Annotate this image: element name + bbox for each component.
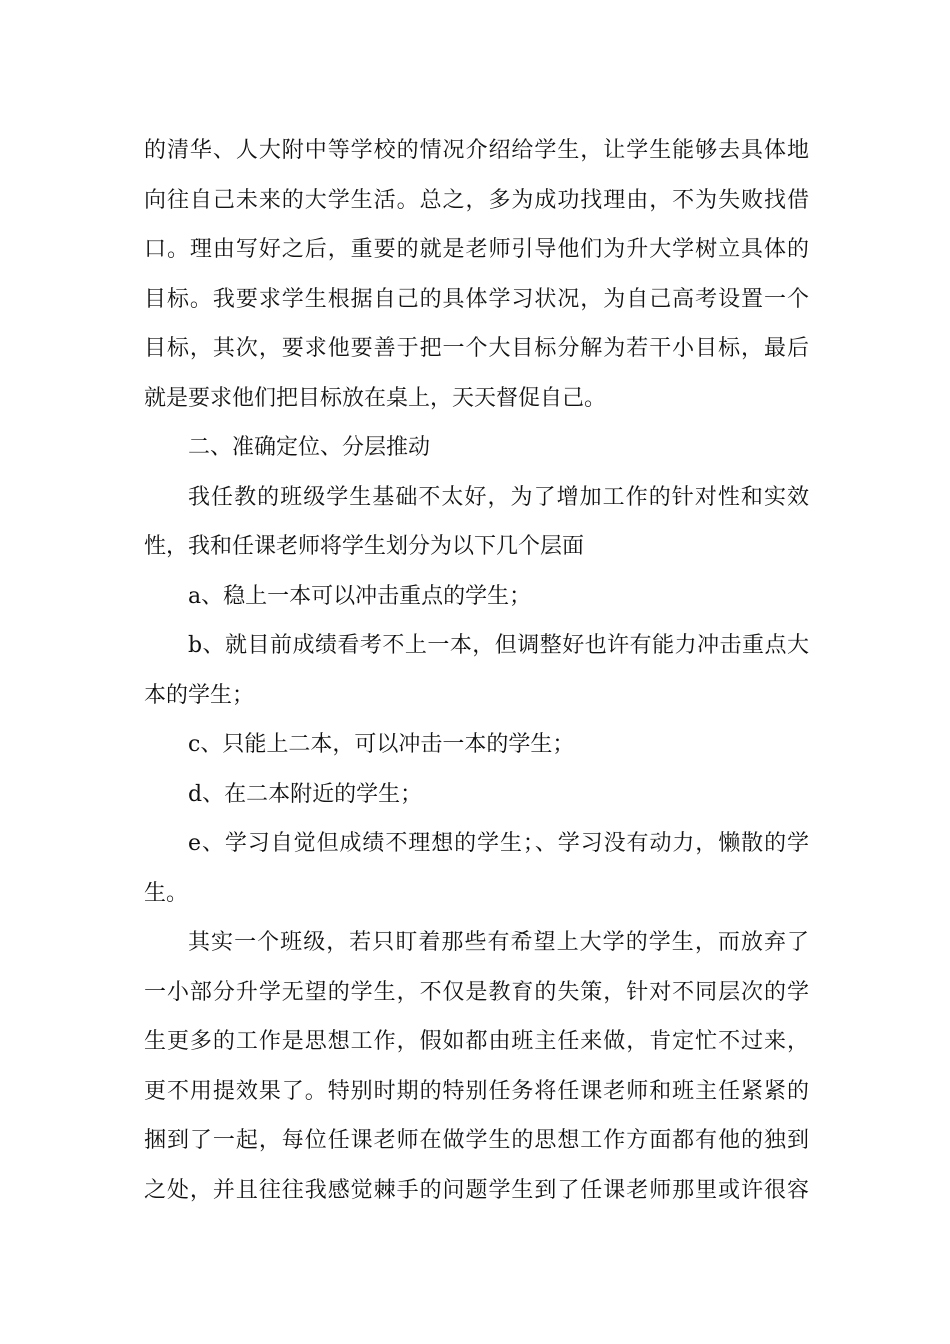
document-body [144, 126, 809, 1215]
text-line: 目标，其次，要求他要善于把一个大目标分解为若干小目标，最后 [144, 336, 809, 361]
text-line: 向往自己未来的大学生活。总之，多为成功找理由，不为失败找借 [144, 187, 809, 213]
section-heading: 二、准确定位、分层推动 [188, 435, 431, 460]
text-line: 之处，并且往往我感觉棘手的问题学生到了任课老师那里或许很容 [144, 1177, 809, 1203]
text-line: 捆到了一起，每位任课老师在做学生的思想工作方面都有他的独到 [144, 1128, 809, 1153]
text-line: 性，我和任课老师将学生划分为以下几个层面 [144, 534, 585, 559]
text-line: 我任教的班级学生基础不太好，为了增加工作的针对性和实效 [188, 484, 809, 510]
text-line: 口。理由写好之后，重要的就是老师引导他们为升大学树立具体的 [144, 237, 809, 262]
list-item: c、只能上二本，可以冲击一本的学生； [188, 732, 575, 757]
text-line: 其实一个班级，若只盯着那些有希望上大学的学生，而放弃了 [188, 930, 809, 955]
text-line: 本的学生； [144, 682, 255, 708]
list-item: b、就目前成绩看考不上一本，但调整好也许有能力冲击重点大 [188, 633, 809, 658]
list-item: e、学习自觉但成绩不理想的学生；、学习没有动力，懒散的学 [188, 831, 809, 856]
list-item: d、在二本附近的学生； [188, 781, 423, 807]
text-line: 目标。我要求学生根据自己的具体学习状况，为自己高考设置一个 [144, 286, 809, 312]
text-line: 生。 [144, 880, 189, 906]
text-line: 就是要求他们把目标放在桌上，天天督促自己。 [144, 385, 607, 411]
text-line: 更不用提效果了。特别时期的特别任务将任课老师和班主任紧紧的 [144, 1078, 809, 1104]
text-line: 一小部分升学无望的学生，不仅是教育的失策，针对不同层次的学 [144, 979, 809, 1005]
list-item: a、稳上一本可以冲击重点的学生； [188, 583, 532, 609]
text-line: 的清华、人大附中等学校的情况介绍给学生，让学生能够去具体地 [144, 138, 809, 163]
text-line: 生更多的工作是思想工作，假如都由班主任来做，肯定忙不过来， [144, 1029, 809, 1054]
